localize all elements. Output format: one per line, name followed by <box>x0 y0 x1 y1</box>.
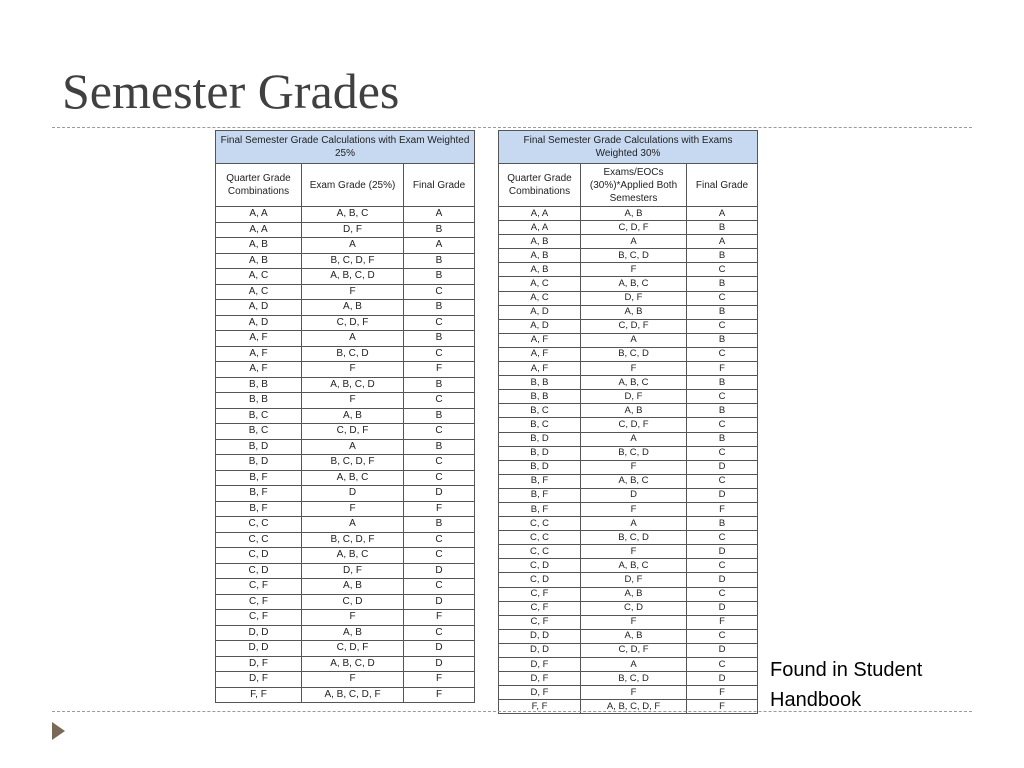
quarter-grades-cell: C, C <box>499 545 581 559</box>
quarter-grades-cell: A, B <box>216 253 302 269</box>
exam-grade-cell: A, B <box>581 207 687 221</box>
quarter-grades-cell: A, C <box>499 291 581 305</box>
table-row <box>216 269 475 285</box>
final-grade-cell: C <box>404 284 475 300</box>
quarter-grades-cell: B, F <box>499 474 581 488</box>
bullet-arrow-icon <box>52 722 65 740</box>
table-row <box>499 545 758 559</box>
exam-grade-cell: A, B <box>581 404 687 418</box>
exam-grade-cell: D, F <box>581 291 687 305</box>
table-row <box>499 488 758 502</box>
table-row <box>216 207 475 223</box>
quarter-grades-cell: B, D <box>216 439 302 455</box>
final-grade-cell: C <box>404 470 475 486</box>
table-row <box>499 446 758 460</box>
table-row <box>499 658 758 672</box>
table-row <box>499 460 758 474</box>
quarter-grades-cell: C, D <box>216 563 302 579</box>
table-row <box>216 300 475 316</box>
table-row <box>216 377 475 393</box>
table-row <box>499 615 758 629</box>
exam-grade-cell: A, B <box>302 300 404 316</box>
column-header-quarter-grades: Quarter Grade Combinations <box>216 164 302 207</box>
quarter-grades-cell: B, F <box>216 486 302 502</box>
final-grade-cell: C <box>404 579 475 595</box>
exam-grade-cell: C, D <box>302 594 404 610</box>
final-grade-cell: D <box>404 563 475 579</box>
quarter-grades-cell: B, F <box>216 501 302 517</box>
table-row <box>216 238 475 254</box>
exam-grade-cell: F <box>581 686 687 700</box>
table-row <box>216 548 475 564</box>
final-grade-cell: B <box>687 376 758 390</box>
table-row <box>216 222 475 238</box>
quarter-grades-cell: B, D <box>499 460 581 474</box>
final-grade-cell: B <box>404 439 475 455</box>
exam-grade-cell: B, C, D, F <box>302 532 404 548</box>
exam-grade-cell: D <box>302 486 404 502</box>
final-grade-cell: B <box>404 253 475 269</box>
final-grade-cell: A <box>404 207 475 223</box>
final-grade-cell: B <box>404 517 475 533</box>
exam-grade-cell: A <box>302 238 404 254</box>
quarter-grades-cell: A, F <box>216 346 302 362</box>
quarter-grades-cell: A, C <box>216 284 302 300</box>
exam-grade-cell: F <box>581 545 687 559</box>
quarter-grades-cell: D, F <box>499 658 581 672</box>
final-grade-cell: F <box>404 672 475 688</box>
exam-grade-cell: F <box>581 263 687 277</box>
table-row <box>216 424 475 440</box>
quarter-grades-cell: B, F <box>499 488 581 502</box>
quarter-grades-cell: B, C <box>499 418 581 432</box>
quarter-grades-cell: B, C <box>216 424 302 440</box>
quarter-grades-cell: B, F <box>216 470 302 486</box>
quarter-grades-cell: C, F <box>499 587 581 601</box>
table-row <box>499 390 758 404</box>
exam-grade-cell: A, B, C <box>302 207 404 223</box>
quarter-grades-cell: C, F <box>499 615 581 629</box>
final-grade-cell: F <box>404 687 475 703</box>
final-grade-cell: C <box>687 474 758 488</box>
final-grade-cell: B <box>687 305 758 319</box>
table-row <box>216 439 475 455</box>
final-grade-cell: B <box>687 432 758 446</box>
table-row <box>216 594 475 610</box>
final-grade-cell: F <box>687 686 758 700</box>
exam-grade-cell: F <box>302 672 404 688</box>
exam-grade-cell: F <box>302 501 404 517</box>
table-row <box>216 579 475 595</box>
final-grade-cell: F <box>404 501 475 517</box>
exam-grade-cell: B, C, D <box>581 347 687 361</box>
table-row <box>499 221 758 235</box>
final-grade-cell: C <box>404 346 475 362</box>
quarter-grades-cell: D, D <box>216 641 302 657</box>
quarter-grades-cell: A, D <box>216 315 302 331</box>
exam-grade-cell: B, C, D <box>581 531 687 545</box>
exam-grade-cell: C, D, F <box>581 319 687 333</box>
exam-grade-cell: D <box>581 488 687 502</box>
quarter-grades-cell: A, D <box>499 305 581 319</box>
column-header-final-grade: Final Grade <box>404 164 475 207</box>
final-grade-cell: D <box>687 488 758 502</box>
table-row <box>499 531 758 545</box>
final-grade-cell: C <box>687 390 758 404</box>
table-row <box>499 376 758 390</box>
table-row <box>216 610 475 626</box>
exam-grade-cell: F <box>302 362 404 378</box>
final-grade-cell: C <box>687 531 758 545</box>
table-row <box>216 408 475 424</box>
exam-grade-cell: A, B <box>302 579 404 595</box>
quarter-grades-cell: A, D <box>499 319 581 333</box>
final-grade-cell: B <box>687 277 758 291</box>
column-header-exam-grade: Exams/EOCs (30%)*Applied Both Semesters <box>581 164 687 207</box>
final-grade-cell: D <box>687 601 758 615</box>
exam-grade-cell: A <box>581 517 687 531</box>
quarter-grades-cell: A, F <box>216 331 302 347</box>
exam-grade-cell: A <box>581 658 687 672</box>
final-grade-cell: C <box>404 424 475 440</box>
final-grade-cell: B <box>404 300 475 316</box>
exam-grade-cell: D, F <box>302 222 404 238</box>
exam-grade-cell: F <box>302 393 404 409</box>
table-row <box>499 362 758 376</box>
quarter-grades-cell: C, F <box>499 601 581 615</box>
final-grade-cell: D <box>687 643 758 657</box>
table-row <box>216 687 475 703</box>
final-grade-cell: D <box>687 573 758 587</box>
exam-grade-cell: F <box>302 610 404 626</box>
quarter-grades-cell: B, B <box>216 377 302 393</box>
final-grade-cell: B <box>404 377 475 393</box>
table-row <box>499 517 758 531</box>
quarter-grades-cell: A, B <box>499 263 581 277</box>
quarter-grades-cell: C, F <box>216 610 302 626</box>
final-grade-cell: F <box>687 615 758 629</box>
quarter-grades-cell: C, D <box>499 573 581 587</box>
quarter-grades-cell: A, C <box>499 277 581 291</box>
final-grade-cell: C <box>687 446 758 460</box>
table-row <box>216 641 475 657</box>
exam-grade-cell: F <box>581 502 687 516</box>
exam-grade-cell: A, B, C, D <box>302 269 404 285</box>
exam-grade-cell: F <box>581 460 687 474</box>
final-grade-cell: C <box>687 319 758 333</box>
exam-grade-cell: B, C, D, F <box>302 253 404 269</box>
final-grade-cell: B <box>404 331 475 347</box>
quarter-grades-cell: A, A <box>499 221 581 235</box>
quarter-grades-cell: C, D <box>216 548 302 564</box>
exam-grade-cell: A, B <box>302 408 404 424</box>
quarter-grades-cell: A, B <box>499 235 581 249</box>
table-row <box>216 346 475 362</box>
final-grade-cell: C <box>687 347 758 361</box>
final-grade-cell: C <box>404 532 475 548</box>
exam-grade-cell: A <box>581 235 687 249</box>
exam-grade-cell: B, C, D <box>581 672 687 686</box>
table-body <box>499 207 758 714</box>
exam-grade-cell: B, C, D <box>302 346 404 362</box>
quarter-grades-cell: D, F <box>216 656 302 672</box>
slide-title: Semester Grades <box>62 63 400 119</box>
final-grade-cell: C <box>687 629 758 643</box>
quarter-grades-cell: A, A <box>499 207 581 221</box>
column-header-final-grade: Final Grade <box>687 164 758 207</box>
quarter-grades-cell: B, B <box>216 393 302 409</box>
exam-grade-cell: B, C, D <box>581 249 687 263</box>
final-grade-cell: C <box>687 587 758 601</box>
table-row <box>499 432 758 446</box>
table-row <box>216 315 475 331</box>
final-grade-cell: F <box>404 362 475 378</box>
table-row <box>499 235 758 249</box>
table-row <box>499 333 758 347</box>
exam-grade-cell: A <box>302 517 404 533</box>
exam-grade-cell: A, B, C <box>302 470 404 486</box>
table-row <box>216 625 475 641</box>
final-grade-cell: F <box>687 700 758 714</box>
quarter-grades-cell: B, D <box>216 455 302 471</box>
quarter-grades-cell: B, C <box>216 408 302 424</box>
exam-grade-cell: C, D, F <box>302 424 404 440</box>
final-grade-cell: D <box>687 672 758 686</box>
quarter-grades-cell: C, C <box>216 517 302 533</box>
table-row <box>216 253 475 269</box>
exam-grade-cell: A, B, C <box>302 548 404 564</box>
title-divider <box>52 127 972 128</box>
final-grade-cell: C <box>404 548 475 564</box>
final-grade-cell: A <box>404 238 475 254</box>
quarter-grades-cell: B, B <box>499 390 581 404</box>
table-body <box>216 207 475 703</box>
quarter-grades-cell: B, B <box>499 376 581 390</box>
table-row <box>499 643 758 657</box>
exam-grade-cell: F <box>302 284 404 300</box>
table-row <box>499 559 758 573</box>
exam-grade-cell: A, B, C, D <box>302 656 404 672</box>
table-row <box>499 347 758 361</box>
table-row <box>216 331 475 347</box>
quarter-grades-cell: D, D <box>499 629 581 643</box>
final-grade-cell: C <box>687 418 758 432</box>
final-grade-cell: B <box>404 408 475 424</box>
exam-grade-cell: A <box>302 439 404 455</box>
table-row <box>216 532 475 548</box>
final-grade-cell: B <box>404 222 475 238</box>
final-grade-cell: C <box>404 455 475 471</box>
table-row <box>216 284 475 300</box>
exam-grade-cell: D, F <box>581 390 687 404</box>
exam-grade-cell: C, D, F <box>581 643 687 657</box>
table-row <box>216 501 475 517</box>
column-header-quarter-grades: Quarter Grade Combinations <box>499 164 581 207</box>
exam-grade-cell: F <box>581 362 687 376</box>
table-row <box>216 455 475 471</box>
column-header-exam-grade: Exam Grade (25%) <box>302 164 404 207</box>
exam-grade-cell: A, B <box>581 587 687 601</box>
exam-30-grade-table <box>498 130 758 714</box>
table-row <box>216 517 475 533</box>
final-grade-cell: D <box>404 594 475 610</box>
table-row <box>499 319 758 333</box>
exam-grade-cell: A <box>302 331 404 347</box>
final-grade-cell: D <box>404 486 475 502</box>
exam-grade-cell: A, B, C, D, F <box>302 687 404 703</box>
exam-grade-cell: B, C, D <box>581 446 687 460</box>
final-grade-cell: D <box>404 641 475 657</box>
handbook-note: Found in Student Handbook <box>770 659 923 711</box>
final-grade-cell: B <box>687 517 758 531</box>
exam-grade-cell: C, D <box>581 601 687 615</box>
quarter-grades-cell: A, A <box>216 222 302 238</box>
final-grade-cell: B <box>687 249 758 263</box>
final-grade-cell: C <box>404 393 475 409</box>
quarter-grades-cell: C, F <box>216 594 302 610</box>
quarter-grades-cell: D, F <box>216 672 302 688</box>
table-row <box>499 601 758 615</box>
quarter-grades-cell: B, F <box>499 502 581 516</box>
quarter-grades-cell: A, B <box>216 238 302 254</box>
exam-grade-cell: D, F <box>581 573 687 587</box>
table-row <box>499 629 758 643</box>
final-grade-cell: C <box>687 559 758 573</box>
table-row <box>216 470 475 486</box>
final-grade-cell: C <box>687 263 758 277</box>
quarter-grades-cell: D, F <box>499 686 581 700</box>
final-grade-cell: F <box>687 362 758 376</box>
exam-grade-cell: C, D, F <box>581 418 687 432</box>
table-row <box>216 563 475 579</box>
exam-grade-cell: A, B <box>581 305 687 319</box>
final-grade-cell: D <box>404 656 475 672</box>
footer-divider <box>52 711 972 712</box>
quarter-grades-cell: C, F <box>216 579 302 595</box>
exam-grade-cell: C, D, F <box>302 641 404 657</box>
final-grade-cell: F <box>404 610 475 626</box>
quarter-grades-cell: A, F <box>216 362 302 378</box>
exam-grade-cell: B, C, D, F <box>302 455 404 471</box>
quarter-grades-cell: A, D <box>216 300 302 316</box>
quarter-grades-cell: B, D <box>499 446 581 460</box>
quarter-grades-cell: D, D <box>499 643 581 657</box>
quarter-grades-cell: C, D <box>499 559 581 573</box>
final-grade-cell: B <box>404 269 475 285</box>
table-row <box>499 207 758 221</box>
table-row <box>499 502 758 516</box>
quarter-grades-cell: A, F <box>499 347 581 361</box>
table-row <box>499 686 758 700</box>
quarter-grades-cell: A, A <box>216 207 302 223</box>
exam-grade-cell: C, D, F <box>302 315 404 331</box>
quarter-grades-cell: F, F <box>499 700 581 714</box>
quarter-grades-cell: A, B <box>499 249 581 263</box>
quarter-grades-cell: D, D <box>216 625 302 641</box>
exam-grade-cell: A, B, C, D, F <box>581 700 687 714</box>
quarter-grades-cell: B, C <box>499 404 581 418</box>
table-row <box>499 672 758 686</box>
final-grade-cell: B <box>687 333 758 347</box>
final-grade-cell: C <box>404 625 475 641</box>
quarter-grades-cell: A, C <box>216 269 302 285</box>
final-grade-cell: B <box>687 221 758 235</box>
table-row <box>499 263 758 277</box>
quarter-grades-cell: A, F <box>499 362 581 376</box>
exam-grade-cell: A, B, C <box>581 376 687 390</box>
table-row <box>499 249 758 263</box>
table-row <box>499 573 758 587</box>
final-grade-cell: A <box>687 235 758 249</box>
exam-grade-cell: A <box>581 333 687 347</box>
table-row <box>499 305 758 319</box>
table-title: Final Semester Grade Calculations with Exam Weighted 25% <box>216 131 475 164</box>
final-grade-cell: C <box>687 291 758 305</box>
exam-grade-cell: A <box>581 432 687 446</box>
exam-25-grade-table <box>215 130 475 703</box>
final-grade-cell: C <box>687 658 758 672</box>
quarter-grades-cell: B, D <box>499 432 581 446</box>
exam-grade-cell: A, B <box>581 629 687 643</box>
exam-grade-cell: A, B, C <box>581 474 687 488</box>
quarter-grades-cell: A, F <box>499 333 581 347</box>
final-grade-cell: B <box>687 404 758 418</box>
table-row <box>216 672 475 688</box>
exam-grade-cell: A, B, C <box>581 559 687 573</box>
table-row <box>216 486 475 502</box>
exam-grade-cell: A, B <box>302 625 404 641</box>
quarter-grades-cell: C, C <box>499 531 581 545</box>
table-row <box>499 277 758 291</box>
quarter-grades-cell: C, C <box>216 532 302 548</box>
exam-grade-cell: A, B, C, D <box>302 377 404 393</box>
table-row <box>499 404 758 418</box>
exam-grade-cell: C, D, F <box>581 221 687 235</box>
table-row <box>216 362 475 378</box>
final-grade-cell: A <box>687 207 758 221</box>
exam-grade-cell: A, B, C <box>581 277 687 291</box>
exam-grade-cell: D, F <box>302 563 404 579</box>
table-row <box>499 587 758 601</box>
final-grade-cell: C <box>404 315 475 331</box>
table-row <box>216 393 475 409</box>
table-row <box>499 418 758 432</box>
table-row <box>499 474 758 488</box>
quarter-grades-cell: C, C <box>499 517 581 531</box>
table-title: Final Semester Grade Calculations with Exams Weighted 30% <box>499 131 758 164</box>
final-grade-cell: F <box>687 502 758 516</box>
quarter-grades-cell: F, F <box>216 687 302 703</box>
exam-grade-cell: F <box>581 615 687 629</box>
quarter-grades-cell: D, F <box>499 672 581 686</box>
table-row <box>216 656 475 672</box>
final-grade-cell: D <box>687 460 758 474</box>
final-grade-cell: D <box>687 545 758 559</box>
table-row <box>499 291 758 305</box>
